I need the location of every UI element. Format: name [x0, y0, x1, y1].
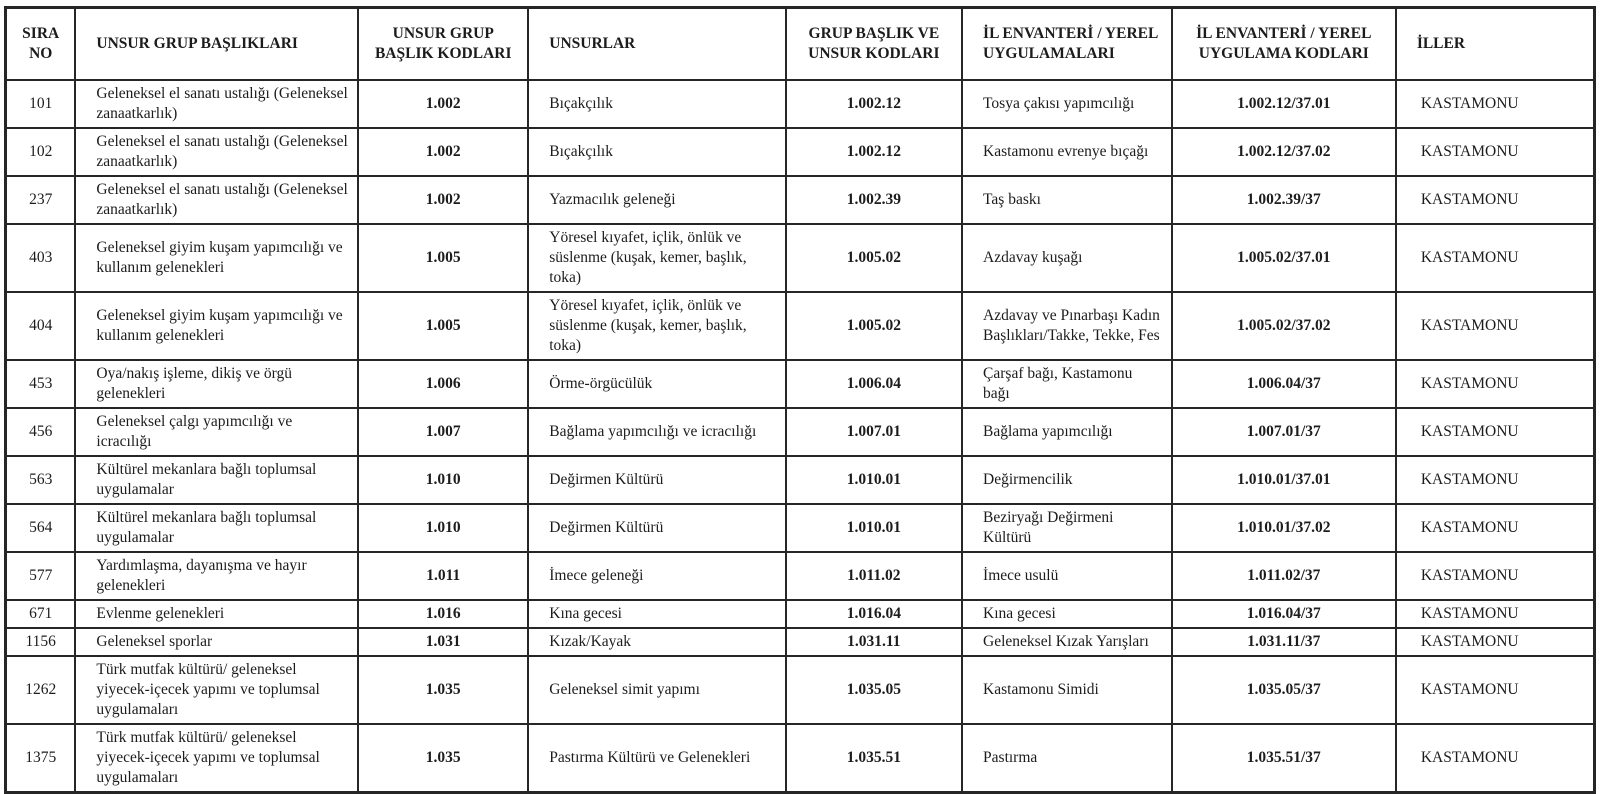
cell-il-envanteri-yerel-uygulamalari: Bağlama yapımcılığı [962, 408, 1172, 456]
cell-unsurlar: Yazmacılık geleneği [528, 176, 785, 224]
cell-unsurlar: Bıçakçılık [528, 128, 785, 176]
table-row [6, 656, 1595, 724]
column-header-unsur-grup-baslik-kodlari: UNSUR GRUP BAŞLIK KODLARI [358, 8, 528, 80]
cell-unsurlar: İmece geleneği [528, 552, 785, 600]
table-row [6, 724, 1595, 793]
cell-sira-no: 403 [6, 224, 76, 292]
cell-iller: KASTAMONU [1396, 80, 1595, 128]
table-row [6, 600, 1595, 628]
cell-unsur-grup-baslik-kodlari: 1.002 [358, 128, 528, 176]
cell-unsur-grup-basliklari: Yardımlaşma, dayanışma ve hayır gelenekleri [75, 552, 358, 600]
cell-il-envanteri-yerel-uygulamalari: Azdavay ve Pınarbaşı Kadın Başlıkları/Takke, Tekke, Fes [962, 292, 1172, 360]
cell-iller: KASTAMONU [1396, 224, 1595, 292]
table-row [6, 128, 1595, 176]
column-header-iller: İLLER [1396, 8, 1595, 80]
cell-grup-baslik-ve-unsur-kodlari: 1.010.01 [786, 456, 962, 504]
cell-unsur-grup-basliklari: Evlenme gelenekleri [75, 600, 358, 628]
cell-iller: KASTAMONU [1396, 656, 1595, 724]
cell-unsurlar: Değirmen Kültürü [528, 504, 785, 552]
cell-sira-no: 102 [6, 128, 76, 176]
cell-unsur-grup-baslik-kodlari: 1.011 [358, 552, 528, 600]
cell-il-envanteri-yerel-uygulamalari: Beziryağı Değirmeni Kültürü [962, 504, 1172, 552]
cell-iller: KASTAMONU [1396, 628, 1595, 656]
cell-il-envanteri-yerel-uygulamalari: Değirmencilik [962, 456, 1172, 504]
column-header-sira-no: SIRA NO [6, 8, 76, 80]
cell-unsur-grup-basliklari: Oya/nakış işleme, dikiş ve örgü gelenekleri [75, 360, 358, 408]
cell-unsur-grup-basliklari: Geleneksel el sanatı ustalığı (Geleneksel zanaatkarlık) [75, 128, 358, 176]
cell-il-envanteri-yerel-uygulama-kodlari: 1.005.02/37.01 [1172, 224, 1396, 292]
cell-unsur-grup-basliklari: Geleneksel el sanatı ustalığı (Geleneksel zanaatkarlık) [75, 176, 358, 224]
column-header-unsur-grup-basliklari: UNSUR GRUP BAŞLIKLARI [75, 8, 358, 80]
cell-il-envanteri-yerel-uygulamalari: Pastırma [962, 724, 1172, 793]
cell-iller: KASTAMONU [1396, 408, 1595, 456]
cell-il-envanteri-yerel-uygulama-kodlari: 1.035.51/37 [1172, 724, 1396, 793]
cell-unsurlar: Yöresel kıyafet, içlik, önlük ve süslenme (kuşak, kemer, başlık, toka) [528, 292, 785, 360]
cell-unsur-grup-baslik-kodlari: 1.007 [358, 408, 528, 456]
cell-grup-baslik-ve-unsur-kodlari: 1.011.02 [786, 552, 962, 600]
table-row [6, 292, 1595, 360]
cell-unsurlar: Değirmen Kültürü [528, 456, 785, 504]
cell-grup-baslik-ve-unsur-kodlari: 1.035.05 [786, 656, 962, 724]
cell-il-envanteri-yerel-uygulamalari: Tosya çakısı yapımcılığı [962, 80, 1172, 128]
table-header [6, 8, 1595, 80]
table-row [6, 552, 1595, 600]
cell-unsur-grup-basliklari: Geleneksel giyim kuşam yapımcılığı ve kullanım gelenekleri [75, 224, 358, 292]
column-header-grup-baslik-ve-unsur-kodlari: GRUP BAŞLIK VE UNSUR KODLARI [786, 8, 962, 80]
cell-unsurlar: Pastırma Kültürü ve Gelenekleri [528, 724, 785, 793]
cell-grup-baslik-ve-unsur-kodlari: 1.002.12 [786, 128, 962, 176]
cell-grup-baslik-ve-unsur-kodlari: 1.016.04 [786, 600, 962, 628]
cell-grup-baslik-ve-unsur-kodlari: 1.005.02 [786, 292, 962, 360]
cell-sira-no: 563 [6, 456, 76, 504]
cell-unsur-grup-basliklari: Kültürel mekanlara bağlı toplumsal uygulamalar [75, 456, 358, 504]
cell-sira-no: 456 [6, 408, 76, 456]
cell-grup-baslik-ve-unsur-kodlari: 1.002.39 [786, 176, 962, 224]
cell-unsur-grup-basliklari: Geleneksel sporlar [75, 628, 358, 656]
cell-unsur-grup-baslik-kodlari: 1.006 [358, 360, 528, 408]
cell-il-envanteri-yerel-uygulama-kodlari: 1.010.01/37.01 [1172, 456, 1396, 504]
column-header-il-envanteri-yerel-uygulamalari: İL ENVANTERİ / YEREL UYGULAMALARI [962, 8, 1172, 80]
cell-sira-no: 404 [6, 292, 76, 360]
cell-grup-baslik-ve-unsur-kodlari: 1.007.01 [786, 408, 962, 456]
cell-sira-no: 564 [6, 504, 76, 552]
cell-unsurlar: Geleneksel simit yapımı [528, 656, 785, 724]
table-row [6, 628, 1595, 656]
cell-iller: KASTAMONU [1396, 176, 1595, 224]
cell-il-envanteri-yerel-uygulama-kodlari: 1.031.11/37 [1172, 628, 1396, 656]
cell-unsur-grup-baslik-kodlari: 1.016 [358, 600, 528, 628]
cell-il-envanteri-yerel-uygulamalari: Kastamonu evrenye bıçağı [962, 128, 1172, 176]
cell-il-envanteri-yerel-uygulama-kodlari: 1.016.04/37 [1172, 600, 1396, 628]
inventory-table [4, 6, 1596, 794]
cell-il-envanteri-yerel-uygulama-kodlari: 1.011.02/37 [1172, 552, 1396, 600]
cell-unsur-grup-basliklari: Türk mutfak kültürü/ geleneksel yiyecek-içecek yapımı ve toplumsal uygulamaları [75, 656, 358, 724]
table-row [6, 504, 1595, 552]
cell-sira-no: 577 [6, 552, 76, 600]
cell-il-envanteri-yerel-uygulama-kodlari: 1.007.01/37 [1172, 408, 1396, 456]
table-row [6, 360, 1595, 408]
cell-il-envanteri-yerel-uygulama-kodlari: 1.005.02/37.02 [1172, 292, 1396, 360]
cell-il-envanteri-yerel-uygulamalari: İmece usulü [962, 552, 1172, 600]
header-row [6, 8, 1595, 80]
cell-unsurlar: Örme-örgücülük [528, 360, 785, 408]
table-row [6, 80, 1595, 128]
cell-unsur-grup-baslik-kodlari: 1.035 [358, 656, 528, 724]
cell-unsur-grup-basliklari: Geleneksel giyim kuşam yapımcılığı ve kullanım gelenekleri [75, 292, 358, 360]
cell-il-envanteri-yerel-uygulamalari: Geleneksel Kızak Yarışları [962, 628, 1172, 656]
cell-il-envanteri-yerel-uygulamalari: Çarşaf bağı, Kastamonu bağı [962, 360, 1172, 408]
cell-il-envanteri-yerel-uygulamalari: Kına gecesi [962, 600, 1172, 628]
cell-iller: KASTAMONU [1396, 552, 1595, 600]
cell-iller: KASTAMONU [1396, 128, 1595, 176]
cell-il-envanteri-yerel-uygulama-kodlari: 1.006.04/37 [1172, 360, 1396, 408]
cell-unsur-grup-baslik-kodlari: 1.005 [358, 292, 528, 360]
table-row [6, 456, 1595, 504]
cell-sira-no: 101 [6, 80, 76, 128]
cell-unsur-grup-baslik-kodlari: 1.002 [358, 176, 528, 224]
cell-grup-baslik-ve-unsur-kodlari: 1.006.04 [786, 360, 962, 408]
cell-unsurlar: Bağlama yapımcılığı ve icracılığı [528, 408, 785, 456]
cell-grup-baslik-ve-unsur-kodlari: 1.010.01 [786, 504, 962, 552]
cell-unsurlar: Bıçakçılık [528, 80, 785, 128]
cell-grup-baslik-ve-unsur-kodlari: 1.002.12 [786, 80, 962, 128]
cell-grup-baslik-ve-unsur-kodlari: 1.035.51 [786, 724, 962, 793]
cell-grup-baslik-ve-unsur-kodlari: 1.031.11 [786, 628, 962, 656]
cell-iller: KASTAMONU [1396, 360, 1595, 408]
cell-iller: KASTAMONU [1396, 456, 1595, 504]
cell-iller: KASTAMONU [1396, 292, 1595, 360]
cell-il-envanteri-yerel-uygulamalari: Kastamonu Simidi [962, 656, 1172, 724]
cell-sira-no: 1375 [6, 724, 76, 793]
cell-unsur-grup-basliklari: Geleneksel el sanatı ustalığı (Geleneksel zanaatkarlık) [75, 80, 358, 128]
cell-unsur-grup-baslik-kodlari: 1.031 [358, 628, 528, 656]
cell-sira-no: 671 [6, 600, 76, 628]
cell-sira-no: 237 [6, 176, 76, 224]
table-row [6, 224, 1595, 292]
cell-unsurlar: Kızak/Kayak [528, 628, 785, 656]
cell-grup-baslik-ve-unsur-kodlari: 1.005.02 [786, 224, 962, 292]
cell-unsur-grup-basliklari: Kültürel mekanlara bağlı toplumsal uygulamalar [75, 504, 358, 552]
cell-il-envanteri-yerel-uygulama-kodlari: 1.002.12/37.02 [1172, 128, 1396, 176]
cell-unsur-grup-basliklari: Türk mutfak kültürü/ geleneksel yiyecek-içecek yapımı ve toplumsal uygulamaları [75, 724, 358, 793]
cell-unsur-grup-baslik-kodlari: 1.005 [358, 224, 528, 292]
table-row [6, 408, 1595, 456]
cell-il-envanteri-yerel-uygulama-kodlari: 1.010.01/37.02 [1172, 504, 1396, 552]
table-row [6, 176, 1595, 224]
cell-iller: KASTAMONU [1396, 600, 1595, 628]
cell-il-envanteri-yerel-uygulama-kodlari: 1.035.05/37 [1172, 656, 1396, 724]
cell-unsur-grup-baslik-kodlari: 1.010 [358, 504, 528, 552]
table-body [6, 80, 1595, 793]
column-header-il-envanteri-yerel-uygulama-kodlari: İL ENVANTERİ / YEREL UYGULAMA KODLARI [1172, 8, 1396, 80]
cell-il-envanteri-yerel-uygulama-kodlari: 1.002.12/37.01 [1172, 80, 1396, 128]
cell-unsur-grup-baslik-kodlari: 1.002 [358, 80, 528, 128]
cell-unsur-grup-basliklari: Geleneksel çalgı yapımcılığı ve icracılığı [75, 408, 358, 456]
cell-iller: KASTAMONU [1396, 724, 1595, 793]
cell-il-envanteri-yerel-uygulamalari: Taş baskı [962, 176, 1172, 224]
cell-il-envanteri-yerel-uygulamalari: Azdavay kuşağı [962, 224, 1172, 292]
cell-sira-no: 453 [6, 360, 76, 408]
cell-iller: KASTAMONU [1396, 504, 1595, 552]
cell-unsurlar: Yöresel kıyafet, içlik, önlük ve süslenme (kuşak, kemer, başlık, toka) [528, 224, 785, 292]
column-header-unsurlar: UNSURLAR [528, 8, 785, 80]
cell-il-envanteri-yerel-uygulama-kodlari: 1.002.39/37 [1172, 176, 1396, 224]
cell-unsur-grup-baslik-kodlari: 1.035 [358, 724, 528, 793]
cell-sira-no: 1262 [6, 656, 76, 724]
cell-sira-no: 1156 [6, 628, 76, 656]
cell-unsur-grup-baslik-kodlari: 1.010 [358, 456, 528, 504]
cell-unsurlar: Kına gecesi [528, 600, 785, 628]
